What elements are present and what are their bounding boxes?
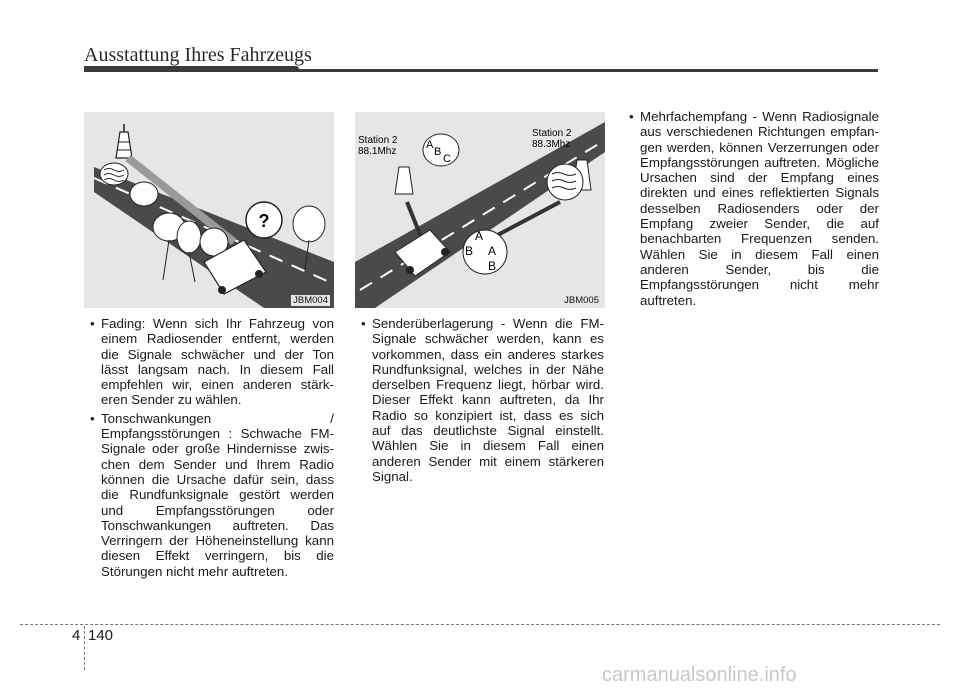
radio-tower-icon: [116, 124, 132, 158]
letter-b: B: [465, 244, 474, 258]
letter-c: C: [443, 153, 451, 165]
letter-a: A: [475, 229, 484, 243]
footer-rule: [20, 624, 940, 625]
figure-code: JBM005: [564, 295, 599, 306]
letter-b: B: [488, 259, 497, 273]
header-rule: [84, 69, 878, 72]
footer-divider: [84, 626, 85, 670]
station-overlap-illustration: [355, 112, 605, 308]
right-text-column: [626, 109, 879, 311]
tonschwankungen-paragraph: • Tonschwankungen / Empfangsstörungen : Schwache FM-Signale oder große Hindernisse zwis-chen dem Sender und Ihrem Radio können die Ursache dafür sein, dass die Rundfunksignale gestört werden und Empfangsstörungen oder Tonschwankungen auftreten. Das Verringern der Höheneinstellung kann diesen Effekt verringern, bis die Störungen nicht mehr auftreten.: [87, 411, 334, 579]
chapter-number: 4: [72, 627, 81, 644]
middle-text-column: [358, 316, 604, 487]
left-text-column: [87, 316, 334, 582]
letter-a: A: [426, 139, 434, 151]
fading-illustration-graphic: [84, 112, 334, 308]
letter-a: A: [488, 244, 497, 258]
fading-illustration: [84, 112, 334, 308]
mehrfachempfang-paragraph: • Mehrfachempfang - Wenn Radiosignale aus verschiedenen Richtungen empfan-gen werden, können Verzerrungen oder Empfangsstörungen auftreten. Mögliche Ursachen sind der Empfang eines direkten und eines reflektierten Signals desselben Radiosenders oder der Empfang zweier Sender, die auf benachbarten Frequenzen senden. Wählen Sie in diesem Fall einen anderen Sender, bis die Empfangsstörungen nicht mehr auftreten.: [626, 109, 879, 308]
letter-b: B: [434, 146, 442, 158]
station-left-frequency: 88.1Mhz: [358, 146, 397, 157]
question-mark: ?: [258, 211, 270, 231]
signal-wave-icon: [547, 164, 583, 200]
senderueberlagerung-paragraph: • Senderüberlagerung - Wenn die FM-Signale schwächer werden, kann es vorkommen, dass ein anderes starkes Rundfunksignal, welches in der Nähe derselben Frequenz liegt, hörbar wird. Dieser Effekt kann auftreten, da Ihr Radio so konzipiert ist, dass es sich auf das deutlichste Signal einstellt. Wählen Sie in diesem Fall einen anderen Sender mit einem stärkeren Signal.: [358, 316, 604, 484]
station-overlap-graphic: [355, 112, 605, 308]
station-right-frequency: 88.3Mhz: [532, 139, 571, 150]
figure-code: JBM004: [293, 295, 328, 306]
fading-paragraph: • Fading: Wenn sich Ihr Fahrzeug von einem Radiosender entfernt, werden die Signale schwächer und der Ton lässt langsam nach. In diesem Fall empfehlen wir, einen anderen stärk-eren Sender zu wählen.: [87, 316, 334, 408]
station-left-name: Station 2: [358, 135, 398, 146]
section-title: Ausstattung Ihres Fahrzeugs: [84, 44, 312, 66]
station-right-name: Station 2: [532, 128, 572, 139]
page-number: 140: [88, 627, 114, 644]
watermark: carmanualsonline.info: [602, 664, 797, 686]
signal-wave-icon: [100, 163, 128, 185]
